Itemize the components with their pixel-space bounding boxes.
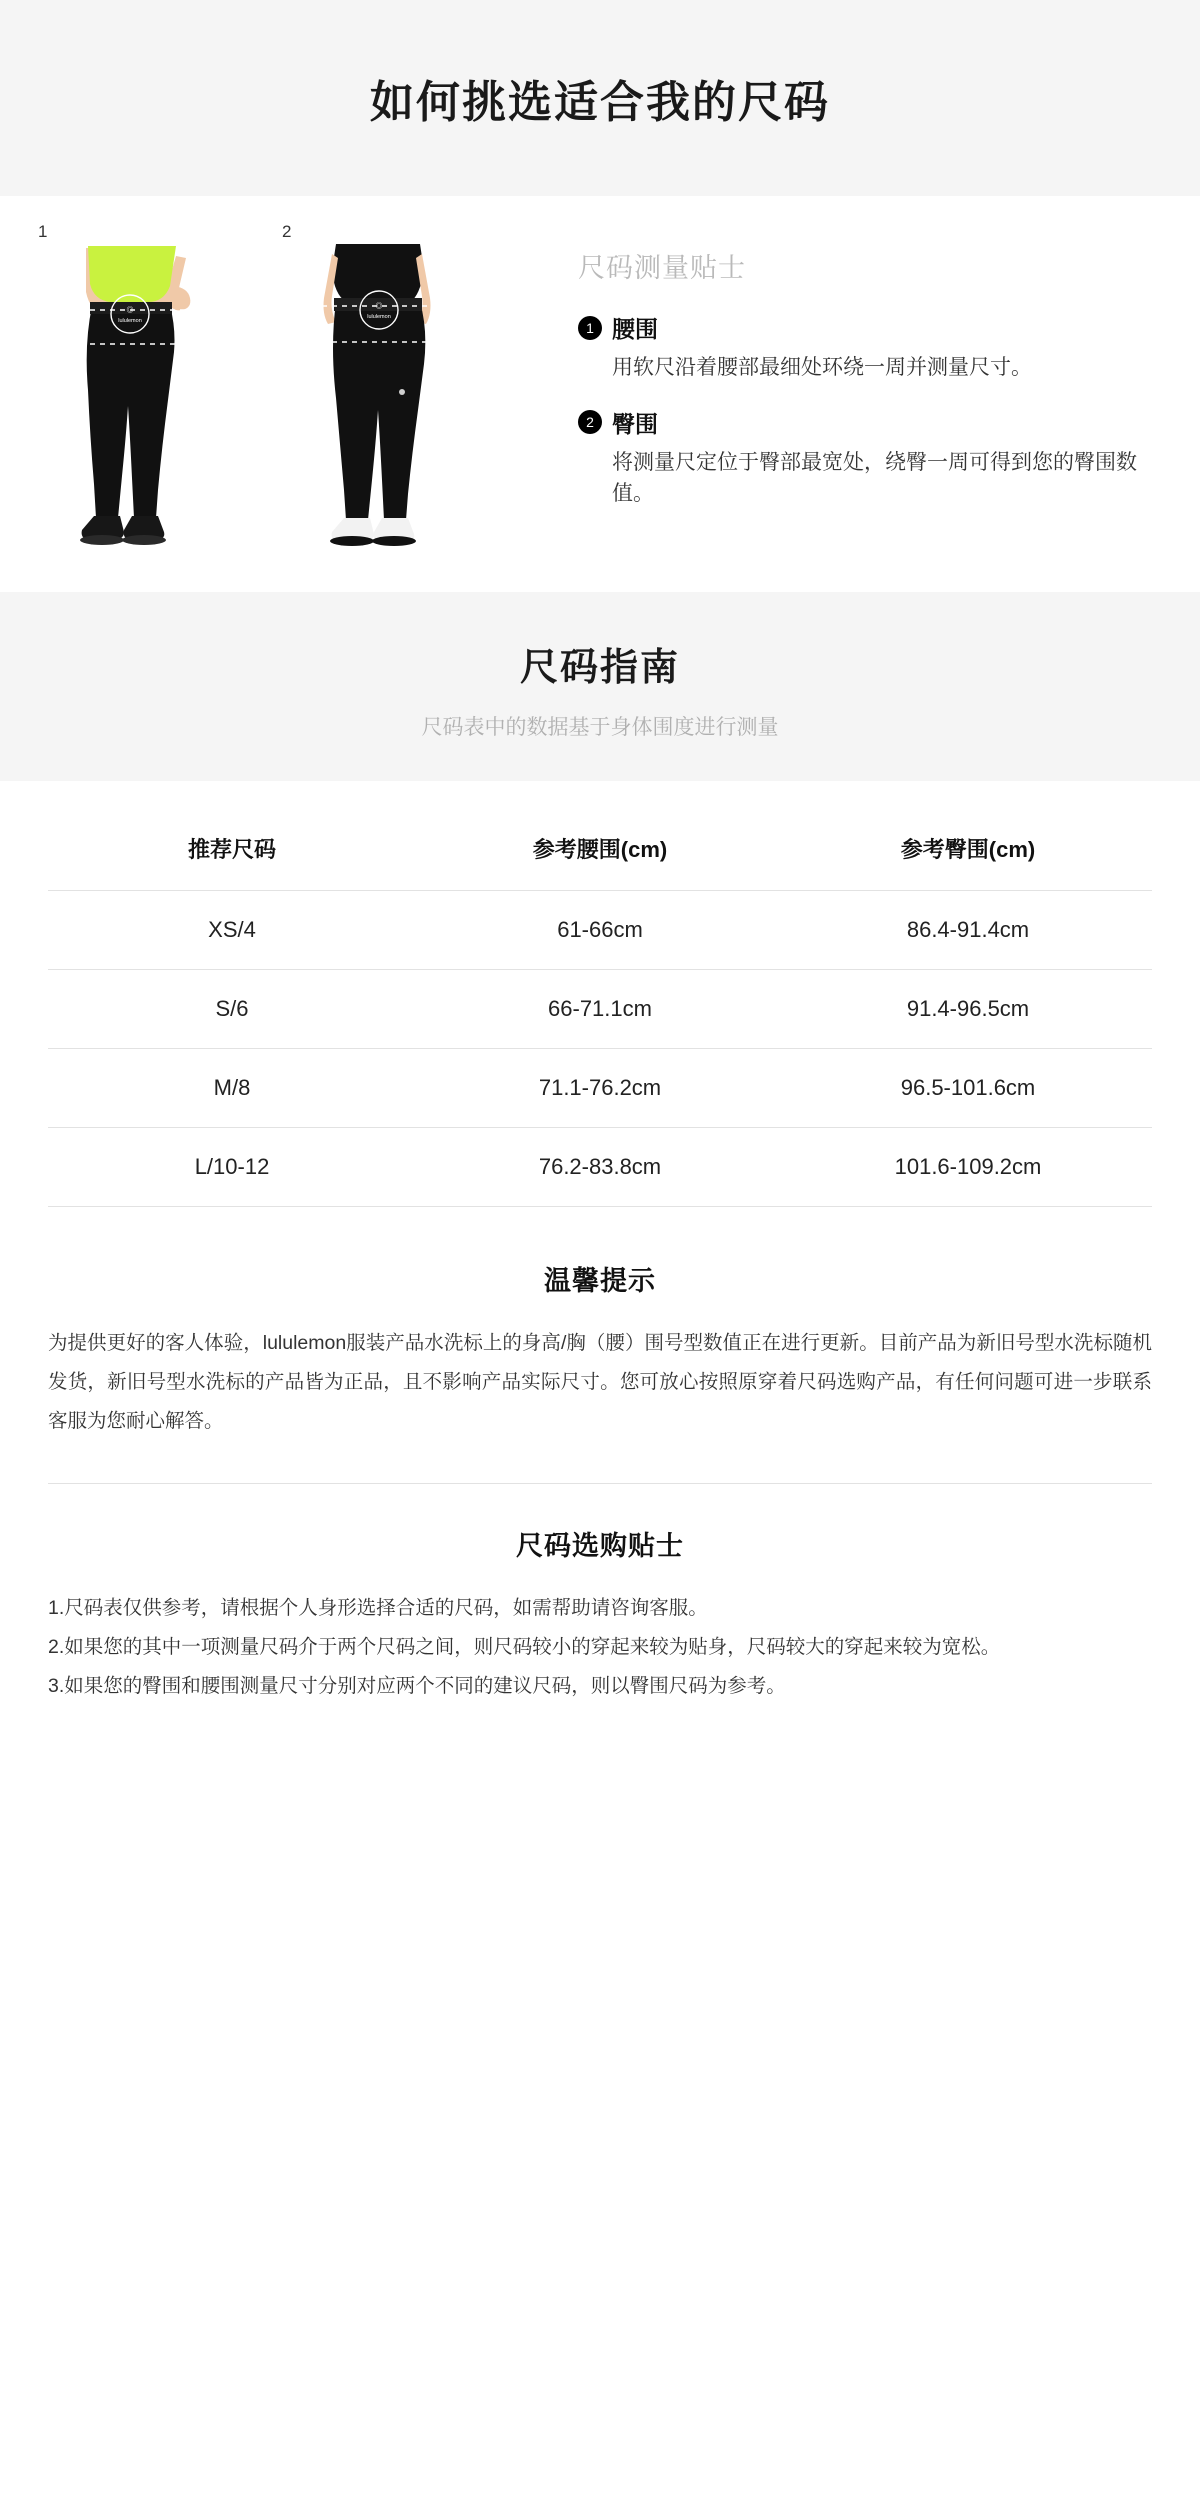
size-table-wrap (0, 781, 1200, 1207)
page-title: 如何挑选适合我的尺码 (370, 78, 830, 127)
size-table (48, 821, 1152, 1207)
tip-waist-label: 腰围 (612, 316, 658, 342)
notice-title: 温馨提示 (544, 1266, 656, 1296)
table-row (48, 1049, 1152, 1128)
size-guide-subtitle: 尺码表中的数据基于身体围度进行测量 (421, 716, 779, 739)
badge-1-icon: 1 (578, 316, 602, 340)
notice-body: 为提供更好的客人体验，lululemon服装产品水洗标上的身高/胸（腰）围号型数值正在进行更新。目前产品为新旧号型水洗标随机发货，新旧号型水洗标的产品皆为正品，且不影响产品实际尺寸。您可放心按照原穿着尺码选购产品，有任何问题可进一步联系客服为您耐心解答。 (48, 1332, 1152, 1432)
badge-2-icon: 2 (578, 410, 602, 434)
col-header-hip: 参考臀围(cm) (900, 837, 1036, 862)
col-header-waist: 参考腰围(cm) (532, 837, 668, 862)
figure-number-1: 1 (38, 222, 48, 241)
cell-size: M/8 (48, 1049, 416, 1128)
cell-hip: 96.5-101.6cm (784, 1049, 1152, 1128)
front-view-leggings-illustration (36, 240, 272, 552)
cell-waist: 66-71.1cm (416, 970, 784, 1049)
cell-hip: 101.6-109.2cm (784, 1128, 1152, 1207)
buy-tip-item: 2.如果您的其中一项测量尺码介于两个尺码之间，则尺码较小的穿起来较为贴身，尺码较大的穿起来较为宽松。 (48, 1636, 1001, 1658)
tip-waist-head (578, 311, 1164, 344)
cell-waist: 61-66cm (416, 891, 784, 970)
figure-back (280, 222, 516, 552)
buy-tips-title: 尺码选购贴士 (516, 1531, 684, 1561)
table-row (48, 891, 1152, 970)
svg-text:◎: ◎ (126, 307, 134, 314)
figure-front (36, 222, 272, 552)
svg-text:lululemon: lululemon (367, 314, 391, 320)
buy-tip-item: 3.如果您的臀围和腰围测量尺寸分别对应两个不同的建议尺码，则以臀围尺码为参考。 (48, 1675, 786, 1697)
size-guide-title: 尺码指南 (519, 647, 680, 689)
tip-hip (578, 406, 1164, 510)
size-guide-band (0, 592, 1200, 781)
measuring-tips-heading: 尺码测量贴士 (578, 253, 746, 283)
figure-number-2: 2 (282, 222, 292, 241)
tip-waist (578, 311, 1164, 384)
col-header-size: 推荐尺码 (187, 837, 276, 862)
buy-tips-list (48, 1589, 1152, 1706)
cell-waist: 76.2-83.8cm (416, 1128, 784, 1207)
buy-tips-section (0, 1484, 1200, 1746)
cell-size: XS/4 (48, 891, 416, 970)
cell-size: S/6 (48, 970, 416, 1049)
tip-hip-desc: 将测量尺定位于臀部最宽处，绕臀一周可得到您的臀围数值。 (612, 450, 1137, 505)
cell-waist: 71.1-76.2cm (416, 1049, 784, 1128)
tip-waist-desc: 用软尺沿着腰部最细处环绕一周并测量尺寸。 (612, 356, 1032, 379)
tip-hip-head (578, 406, 1164, 439)
size-table-head (48, 821, 1152, 891)
cell-hip: 91.4-96.5cm (784, 970, 1152, 1049)
measuring-tips-text (536, 222, 1164, 552)
back-view-leggings-illustration (280, 240, 516, 552)
buy-tip-item: 1.尺码表仅供参考，请根据个人身形选择合适的尺码，如需帮助请咨询客服。 (48, 1597, 708, 1619)
cell-size: L/10-12 (48, 1128, 416, 1207)
figure-group (36, 222, 536, 552)
page-header-band (0, 0, 1200, 196)
cell-hip: 86.4-91.4cm (784, 891, 1152, 970)
tip-hip-label: 臀围 (612, 410, 658, 437)
table-row (48, 970, 1152, 1049)
svg-text:◎: ◎ (375, 303, 383, 310)
svg-text:lululemon: lululemon (118, 318, 142, 324)
table-row (48, 1128, 1152, 1207)
table-header-row (48, 821, 1152, 891)
notice-section (0, 1207, 1200, 1441)
size-table-body (48, 891, 1152, 1207)
measuring-tips-section (0, 196, 1200, 592)
